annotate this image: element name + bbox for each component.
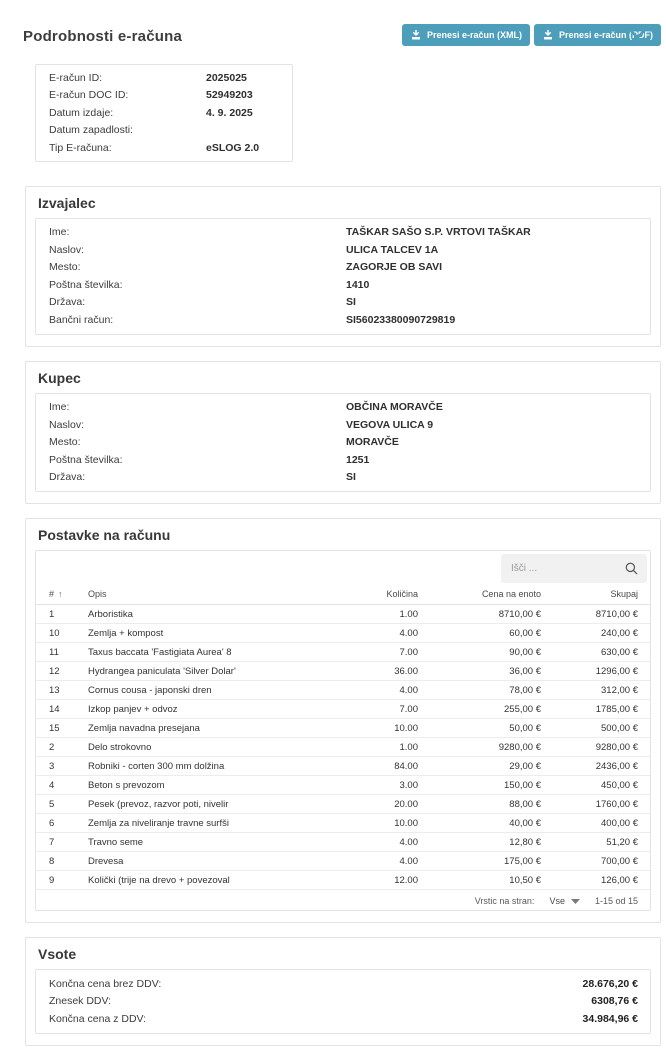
table-cell: 4 <box>36 776 88 795</box>
invoice-meta-box <box>35 64 293 162</box>
detail-row <box>36 139 292 157</box>
table-cell: 1.00 <box>333 738 418 757</box>
table-cell: 90,00 € <box>418 643 541 662</box>
field-value: TAŠKAR SAŠO S.P. VRTOVI TAŠKAR <box>346 226 531 238</box>
table-cell: 11 <box>36 643 88 662</box>
table-cell: Hydrangea paniculata 'Silver Dolar' <box>88 662 333 681</box>
table-cell: 4.00 <box>333 624 418 643</box>
detail-row <box>36 276 650 294</box>
table-cell: 1760,00 € <box>541 795 650 814</box>
download-pdf-label: Prenesi e-račun (PDF) <box>558 30 653 40</box>
table-cell: 88,00 € <box>418 795 541 814</box>
rows-per-page-value: Vse <box>549 896 565 906</box>
table-cell: 9280,00 € <box>541 738 650 757</box>
table-cell: Pesek (prevoz, razvor poti, nivelir <box>88 795 333 814</box>
table-row <box>36 776 650 795</box>
table-cell: 12.00 <box>333 871 418 890</box>
table-row <box>36 662 650 681</box>
detail-row <box>36 224 650 242</box>
search-input[interactable] <box>501 554 647 583</box>
table-cell: Zemlja + kompost <box>88 624 333 643</box>
table-row <box>36 852 650 871</box>
table-cell: Beton s prevozom <box>88 776 333 795</box>
table-cell: 15 <box>36 719 88 738</box>
table-cell: 4.00 <box>333 852 418 871</box>
field-label: E-račun DOC ID: <box>49 89 129 101</box>
table-cell: 400,00 € <box>541 814 650 833</box>
table-row <box>36 719 650 738</box>
close-button[interactable] <box>629 29 646 46</box>
table-cell: Izkop panjev + odvoz <box>88 700 333 719</box>
field-label: Poštna številka: <box>49 278 123 291</box>
table-cell: Travno seme <box>88 833 333 852</box>
field-label: Datum zapadlosti: <box>49 124 134 136</box>
kupec-details-box <box>35 393 651 493</box>
table-row <box>36 757 650 776</box>
field-label: Država: <box>49 471 86 483</box>
field-value: 2025025 <box>206 71 247 84</box>
field-value: SI <box>346 296 356 308</box>
table-cell: 10.00 <box>333 719 418 738</box>
field-value: 34.984,96 € <box>582 1012 638 1025</box>
section-title: Kupec <box>38 369 81 386</box>
field-value: 1410 <box>346 278 370 291</box>
table-cell: 255,00 € <box>418 700 541 719</box>
field-value: SI <box>346 471 356 483</box>
table-cell: 3 <box>36 757 88 776</box>
download-icon <box>410 29 422 41</box>
field-label: Znesek DDV: <box>49 995 112 1007</box>
field-label: Bančni račun: <box>49 313 114 326</box>
table-cell: Robniki - corten 300 mm dolžina <box>88 757 333 776</box>
table-cell: 9 <box>36 871 88 890</box>
detail-row <box>36 122 292 140</box>
table-cell: 1785,00 € <box>541 700 650 719</box>
dropdown-caret-icon <box>571 899 580 904</box>
field-label: Ime: <box>49 401 70 413</box>
rows-per-page-label: Vrstic na stran: <box>474 896 535 906</box>
table-cell: 700,00 € <box>541 852 650 871</box>
table-cell: 126,00 € <box>541 871 650 890</box>
table-cell: 1 <box>36 605 88 624</box>
field-value: ULICA TALCEV 1A <box>346 243 439 256</box>
detail-row <box>36 1010 650 1028</box>
field-label: Naslov: <box>49 418 85 431</box>
table-cell: Drevesa <box>88 852 333 871</box>
table-cell: 450,00 € <box>541 776 650 795</box>
table-cell: 3.00 <box>333 776 418 795</box>
table-cell: 10,50 € <box>418 871 541 890</box>
detail-row <box>36 416 650 434</box>
table-cell: Količki (trije na drevo + povezoval <box>88 871 333 890</box>
table-cell: 7.00 <box>333 700 418 719</box>
table-row <box>36 814 650 833</box>
field-label: Država: <box>49 296 86 308</box>
detail-row <box>36 451 650 469</box>
table-row <box>36 700 650 719</box>
field-value: VEGOVA ULICA 9 <box>346 418 434 431</box>
table-row <box>36 605 650 624</box>
items-table-box <box>35 550 651 911</box>
detail-row <box>36 69 292 87</box>
field-value: MORAVČE <box>346 436 399 448</box>
column-header-opis: Opis <box>88 585 333 605</box>
table-cell: Zemlja navadna presejana <box>88 719 333 738</box>
field-label: Končna cena z DDV: <box>49 1012 147 1025</box>
field-value: OBČINA MORAVČE <box>346 401 443 413</box>
detail-row <box>36 993 650 1011</box>
download-icon <box>542 29 554 41</box>
detail-row <box>36 975 650 993</box>
table-cell: 150,00 € <box>418 776 541 795</box>
column-label: # <box>49 589 55 599</box>
detail-row <box>36 469 650 487</box>
page-title: Podrobnosti e-računa <box>23 28 183 45</box>
section-title: Postavke na računu <box>38 527 171 543</box>
table-cell: 8710,00 € <box>418 605 541 624</box>
download-buttons <box>402 24 661 46</box>
section-postavke <box>25 518 661 923</box>
table-cell: 630,00 € <box>541 643 650 662</box>
detail-row <box>36 104 292 122</box>
rows-per-page-select[interactable] <box>549 896 580 906</box>
table-cell: 36,00 € <box>418 662 541 681</box>
column-header-cena: Cena na enoto <box>418 585 541 605</box>
table-cell: 14 <box>36 700 88 719</box>
section-title: Izvajalec <box>38 194 96 211</box>
table-pagination <box>36 890 650 910</box>
table-row <box>36 681 650 700</box>
field-label: Naslov: <box>49 243 85 256</box>
download-xml-label: Prenesi e-račun (XML) <box>426 30 522 40</box>
field-label: E-račun ID: <box>49 71 103 84</box>
table-cell: 60,00 € <box>418 624 541 643</box>
table-cell: 312,00 € <box>541 681 650 700</box>
table-cell: 5 <box>36 795 88 814</box>
field-value: 6308,76 € <box>591 995 638 1007</box>
field-label: Tip E-računa: <box>49 141 112 154</box>
table-cell: 4.00 <box>333 833 418 852</box>
table-cell: 9280,00 € <box>418 738 541 757</box>
table-cell: Zemlja za niveliranje travne surfši <box>88 814 333 833</box>
table-cell: 8 <box>36 852 88 871</box>
field-label: Končna cena brez DDV: <box>49 977 162 990</box>
field-label: Poštna številka: <box>49 453 123 466</box>
table-cell: 175,00 € <box>418 852 541 871</box>
detail-row <box>36 311 650 329</box>
header <box>23 24 661 46</box>
table-cell: 50,00 € <box>418 719 541 738</box>
table-cell: 10.00 <box>333 814 418 833</box>
download-xml-button[interactable] <box>402 24 530 46</box>
close-icon <box>629 29 646 46</box>
sort-ascending-icon: ↑ <box>58 589 63 599</box>
table-cell: 12,80 € <box>418 833 541 852</box>
table-cell: 6 <box>36 814 88 833</box>
table-cell: 51,20 € <box>541 833 650 852</box>
table-cell: 13 <box>36 681 88 700</box>
table-cell: 40,00 € <box>418 814 541 833</box>
table-toolbar <box>36 551 650 585</box>
table-cell: Cornus cousa - japonski dren <box>88 681 333 700</box>
section-izvajalec <box>25 186 661 347</box>
detail-row <box>36 241 650 259</box>
table-cell: Arboristika <box>88 605 333 624</box>
column-header-number[interactable] <box>36 585 88 605</box>
table-row <box>36 738 650 757</box>
detail-row <box>36 399 650 417</box>
table-cell: 8710,00 € <box>541 605 650 624</box>
table-cell: Delo strokovno <box>88 738 333 757</box>
section-vsote <box>25 937 661 1046</box>
table-row <box>36 795 650 814</box>
table-cell: 2 <box>36 738 88 757</box>
table-cell: 78,00 € <box>418 681 541 700</box>
table-row <box>36 833 650 852</box>
table-header-row <box>36 585 650 605</box>
table-cell: 500,00 € <box>541 719 650 738</box>
table-cell: 2436,00 € <box>541 757 650 776</box>
table-cell: 84.00 <box>333 757 418 776</box>
field-label: Ime: <box>49 226 70 238</box>
field-value: 52949203 <box>206 89 253 101</box>
pagination-range: 1-15 od 15 <box>594 896 638 906</box>
table-cell: 4.00 <box>333 681 418 700</box>
table-cell: 36.00 <box>333 662 418 681</box>
table-row <box>36 871 650 890</box>
detail-row <box>36 87 292 105</box>
table-row <box>36 643 650 662</box>
field-label: Mesto: <box>49 436 81 448</box>
field-value: SI56023380090729819 <box>346 313 456 326</box>
table-row <box>36 624 650 643</box>
field-value: ZAGORJE OB SAVI <box>346 261 443 273</box>
table-cell: 1.00 <box>333 605 418 624</box>
table-cell: 1296,00 € <box>541 662 650 681</box>
field-value: eSLOG 2.0 <box>206 141 260 154</box>
column-header-kolicina: Količina <box>333 585 418 605</box>
table-cell: 7.00 <box>333 643 418 662</box>
items-table <box>36 585 650 890</box>
table-cell: 7 <box>36 833 88 852</box>
field-label: Datum izdaje: <box>49 106 114 119</box>
table-cell: 240,00 € <box>541 624 650 643</box>
search-box <box>501 554 647 583</box>
detail-row <box>36 294 650 312</box>
detail-row <box>36 259 650 277</box>
field-value: 1251 <box>346 453 370 466</box>
column-header-skupaj: Skupaj <box>541 585 650 605</box>
detail-row <box>36 434 650 452</box>
table-cell: 20.00 <box>333 795 418 814</box>
field-value: 4. 9. 2025 <box>206 106 253 119</box>
izvajalec-details-box <box>35 218 651 335</box>
section-title: Vsote <box>38 946 77 962</box>
field-label: Mesto: <box>49 261 81 273</box>
section-kupec <box>25 361 661 505</box>
table-cell: 29,00 € <box>418 757 541 776</box>
table-cell: Taxus baccata 'Fastigiata Aurea' 8 <box>88 643 333 662</box>
field-value: 28.676,20 € <box>582 977 638 990</box>
table-cell: 12 <box>36 662 88 681</box>
table-cell: 10 <box>36 624 88 643</box>
